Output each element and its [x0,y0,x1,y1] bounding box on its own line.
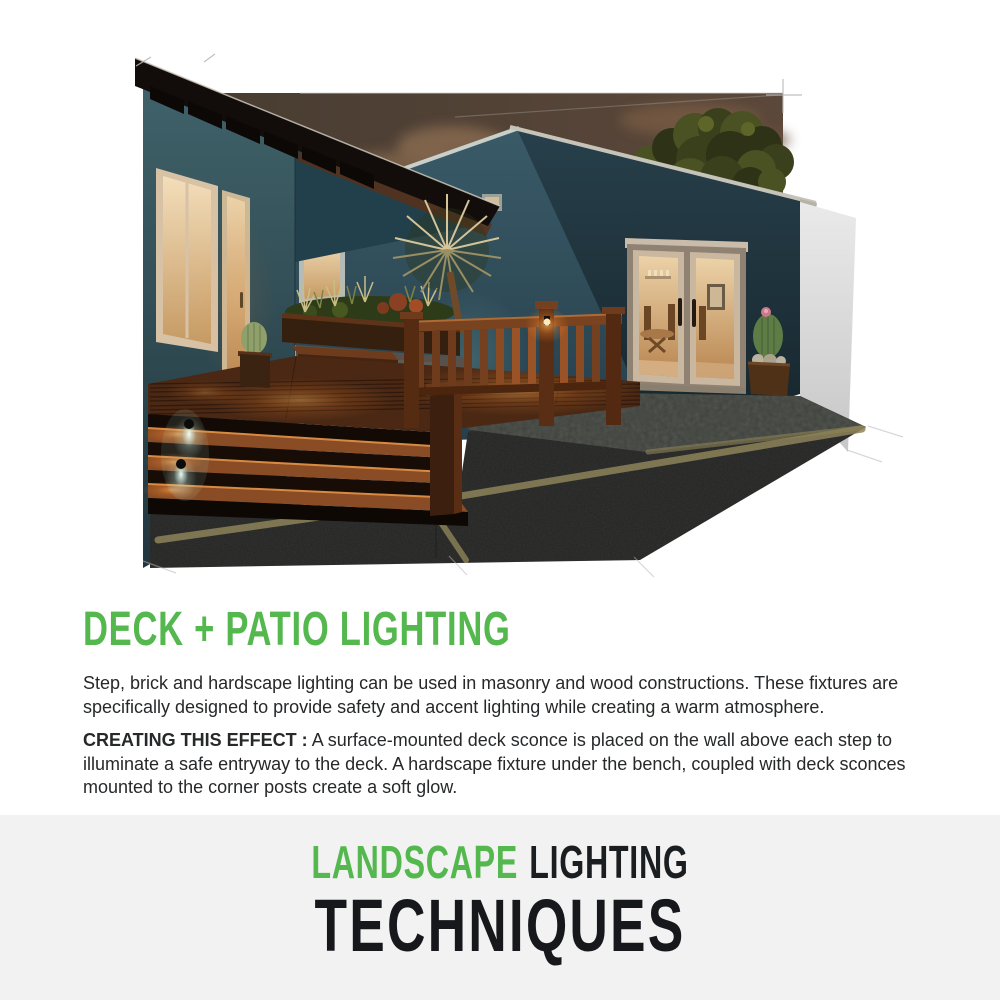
door-handle [678,298,682,326]
door-handle [692,299,696,327]
post-deck-sconce [525,307,569,343]
effect-text: A surface-mounted deck sconce is placed on the wall above each step to illuminate a safe entryway to the deck. A hardscape fixture under the bench, coupled with deck sconces mounted to the corner posts create a soft glow. [83,730,906,797]
brand-lockup [0,815,1000,967]
brand-word-landscape: LANDSCAPE [311,836,519,888]
step-corner-post [426,380,466,516]
step-sconce-lights [161,409,209,501]
french-doors [625,238,748,394]
brand-word-lighting: LIGHTING [529,836,689,888]
effect-paragraph [83,729,943,800]
footer-band [0,815,1000,1000]
intro-paragraph: Step, brick and hardscape lighting can be used in masonry and wood constructions. These fixtures are specifically designed to provide safety and accent lighting while creating a warm atmosphere. [83,673,899,717]
effect-label: CREATING THIS EFFECT : [83,730,308,750]
section-title: DECK + PATIO LIGHTING [83,603,511,656]
brand-line-2: TECHNIQUES [314,884,686,967]
description-section [83,603,943,810]
brand-line-1 [150,836,850,888]
